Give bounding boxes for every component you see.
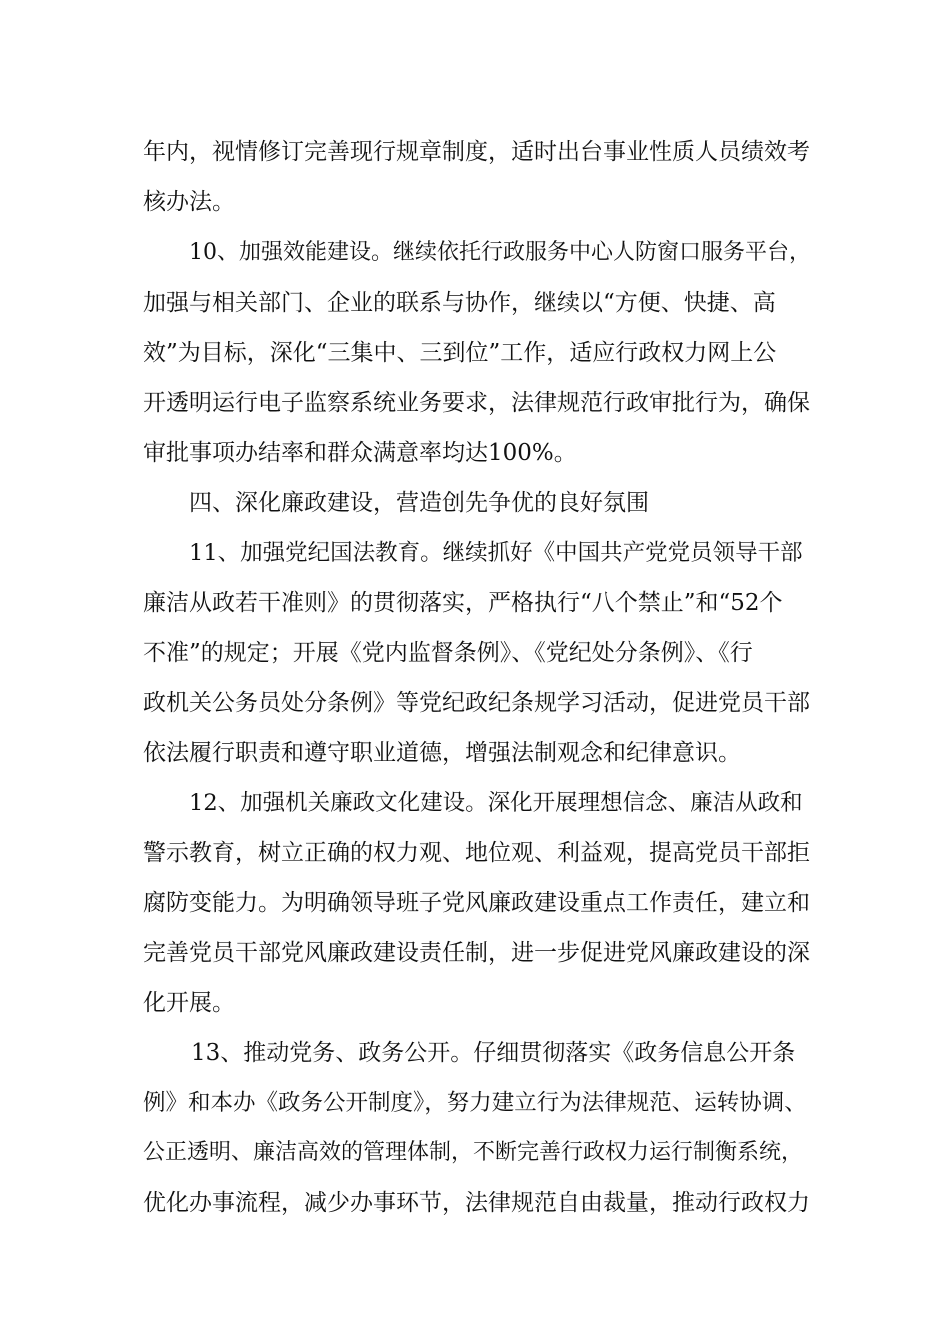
text-line: 廉洁从政若干准则》的贯彻落实，严格执行“八个禁止”和“52个	[143, 590, 783, 616]
text-line: 审批事项办结率和群众满意率均达100%。	[143, 440, 577, 466]
text-line: 年内，视情修订完善现行规章制度，适时出台事业性质人员绩效考	[143, 139, 810, 165]
text-line: 10、加强效能建设。继续依托行政服务中心人防窗口服务平台，	[189, 240, 811, 265]
text-line: 例》和本办《政务公开制度》，努力建立行为法律规范、运转协调、	[143, 1090, 807, 1116]
text-line: 依法履行职责和遵守职业道德，增强法制观念和纪律意识。	[143, 740, 741, 766]
text-line: 12、加强机关廉政文化建设。深化开展理想信念、廉洁从政和	[189, 790, 803, 816]
text-line: 政机关公务员处分条例》等党纪政纪条规学习活动，促进党员干部	[143, 690, 810, 716]
text-line: 腐防变能力。为明确领导班子党风廉政建设重点工作责任，建立和	[143, 890, 810, 916]
text-line: 公正透明、廉洁高效的管理体制，不断完善行政权力运行制衡系统，	[143, 1140, 804, 1165]
text-line: 加强与相关部门、企业的联系与协作，继续以“方便、快捷、高	[143, 290, 776, 316]
text-line: 优化办事流程，减少办事环节，法律规范自由裁量，推动行政权力	[143, 1190, 810, 1216]
text-line: 化开展。	[143, 990, 235, 1016]
text-line: 核办法。	[143, 189, 235, 215]
text-line: 警示教育，树立正确的权力观、地位观、利益观，提高党员干部拒	[143, 840, 810, 866]
text-line: 13、推动党务、政务公开。仔细贯彻落实《政务信息公开条	[191, 1040, 796, 1066]
text-line: 不准”的规定；开展《党内监督条例》、《党纪处分条例》、《行	[143, 640, 753, 666]
text-line: 开透明运行电子监察系统业务要求，法律规范行政审批行为，确保	[143, 390, 810, 416]
text-line: 11、加强党纪国法教育。继续抓好《中国共产党党员领导干部	[189, 540, 803, 566]
text-line: 效”为目标，深化“三集中、三到位”工作，适应行政权力网上公	[143, 340, 777, 366]
text-line: 完善党员干部党风廉政建设责任制，进一步促进党风廉政建设的深	[143, 940, 810, 966]
section-heading: 四、深化廉政建设，营造创先争优的良好氛围	[189, 490, 649, 516]
